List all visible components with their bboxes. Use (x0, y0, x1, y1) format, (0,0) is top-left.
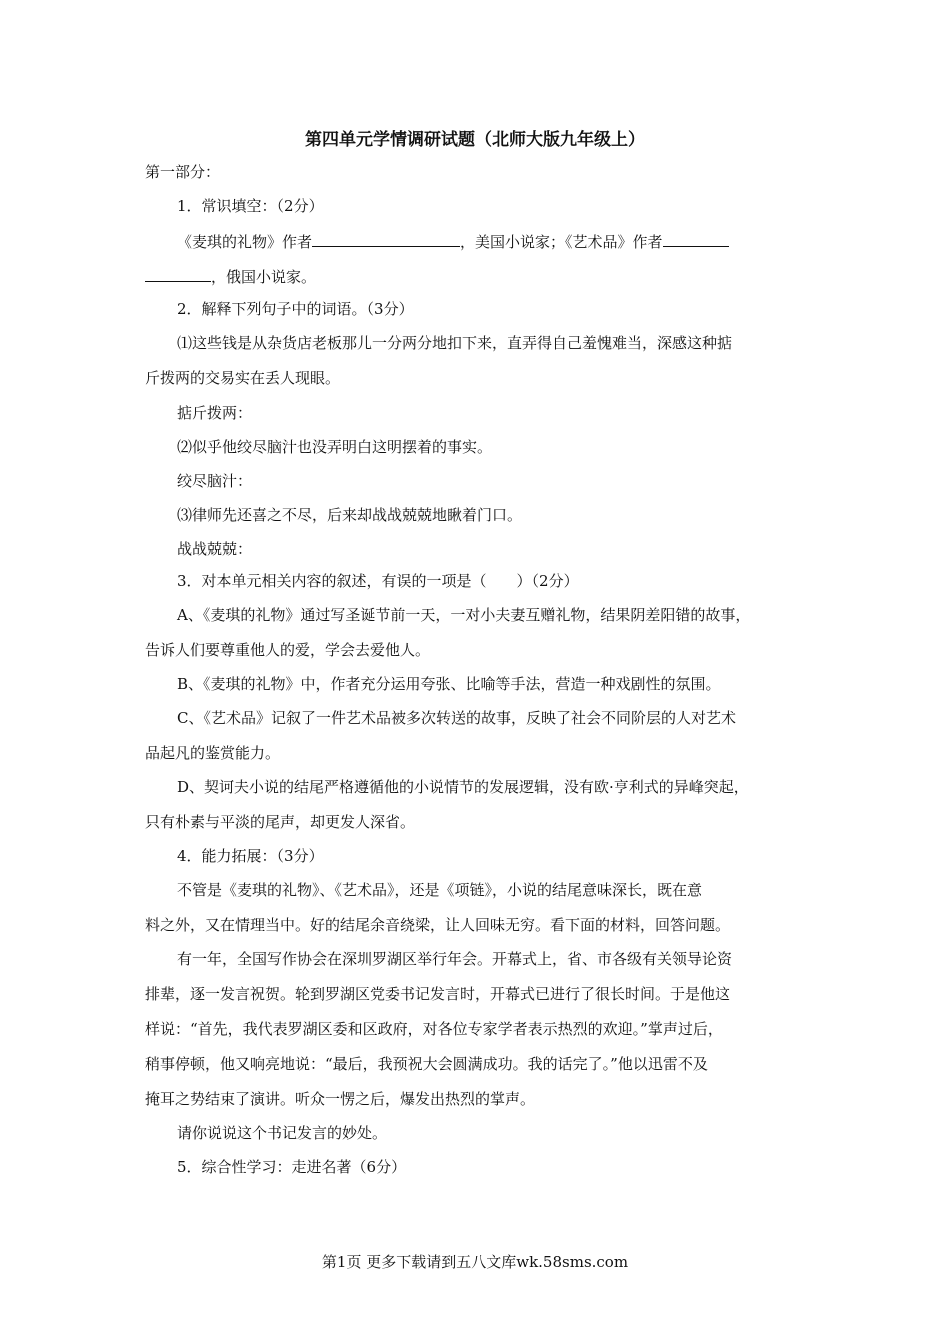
q4-para1-line2: 料之外，又在情理当中。好的结尾余音绕梁，让人回味无穷。看下面的材料，回答问题。 (145, 916, 731, 934)
q4-para2-line5: 掩耳之势结束了演讲。听众一愣之后，爆发出热烈的掌声。 (145, 1090, 536, 1108)
q4-para2-line4: 稍事停顿，他又响亮地说：“最后，我预祝大会圆满成功。我的话完了。”他以迅雷不及 (145, 1055, 708, 1073)
q2-sentence-3: ⑶律师先还喜之不尽，后来却战战兢兢地瞅着门口。 (177, 506, 523, 524)
part-heading: 第一部分： (145, 163, 221, 181)
q4-heading: 4．能力拓展：（3分） (177, 847, 324, 865)
q1-line2 (145, 265, 316, 287)
q2-heading: 2．解释下列句子中的词语。（3分） (177, 300, 414, 318)
q3-option-b: B、《麦琪的礼物》中，作者充分运用夸张、比喻等手法，营造一种戏剧性的氛围。 (177, 675, 721, 693)
q3-heading: 3．对本单元相关内容的叙述，有误的一项是（ ）（2分） (177, 572, 579, 590)
page-footer: 第1页 更多下载请到五八文库wk.58sms.com (321, 1253, 629, 1271)
q1-line1 (177, 230, 729, 252)
q2-sentence-1a: ⑴这些钱是从杂货店老板那儿一分两分地扣下来，直弄得自己羞愧难当，深感这种掂 (177, 334, 733, 352)
q4-para1-line1: 不管是《麦琪的礼物》、《艺术品》，还是《项链》，小说的结尾意味深长，既在意 (177, 881, 703, 899)
q1-line1-text-b: ，美国小说家；《艺术品》作者 (460, 233, 663, 251)
q3-option-d-line1: D、契诃夫小说的结尾严格遵循他的小说情节的发展逻辑，没有欧·亨利式的异峰突起， (177, 778, 749, 796)
author-blank-2b[interactable] (145, 265, 211, 282)
q2-sentence-2: ⑵似乎他绞尽脑汁也没弄明白这明摆着的事实。 (177, 438, 493, 456)
page-title: 第四单元学情调研试题（北师大版九年级上） (305, 130, 645, 150)
q4-para2-line2: 排辈，逐一发言祝贺。轮到罗湖区党委书记发言时，开幕式已进行了很长时间。于是他这 (145, 985, 731, 1003)
q2-word-1: 掂斤拨两： (177, 404, 253, 422)
q3-option-c-line1: C、《艺术品》记叙了一件艺术品被多次转送的故事，反映了社会不同阶层的人对艺术 (177, 709, 736, 727)
q1-heading: 1．常识填空：（2分） (177, 197, 324, 215)
q2-word-3: 战战兢兢： (177, 540, 253, 558)
q1-line2-text: ，俄国小说家。 (211, 268, 317, 286)
q2-sentence-1b: 斤拨两的交易实在丢人现眼。 (145, 369, 341, 387)
q3-option-a-line2: 告诉人们要尊重他人的爱，学会去爱他人。 (145, 641, 431, 659)
q1-line1-text-a: 《麦琪的礼物》作者 (177, 233, 313, 251)
q5-heading: 5．综合性学习：走进名著（6分） (177, 1158, 407, 1176)
q3-option-a-line1: A、《麦琪的礼物》通过写圣诞节前一天，一对小夫妻互赠礼物，结果阴差阳错的故事， (177, 606, 751, 624)
q4-question: 请你说说这个书记发言的妙处。 (177, 1124, 388, 1142)
q4-para2-line3: 样说：“首先，我代表罗湖区委和区政府，对各位专家学者表示热烈的欢迎。”掌声过后， (145, 1020, 723, 1038)
q2-word-2: 绞尽脑汁： (177, 472, 253, 490)
author-blank-2a[interactable] (663, 230, 729, 247)
q3-option-c-line2: 品起凡的鉴赏能力。 (145, 744, 281, 762)
q4-para2-line1: 有一年，全国写作协会在深圳罗湖区举行年会。开幕式上，省、市各级有关领导论资 (177, 950, 733, 968)
author-blank-1[interactable] (312, 230, 460, 247)
q3-option-d-line2: 只有朴素与平淡的尾声，却更发人深省。 (145, 813, 416, 831)
